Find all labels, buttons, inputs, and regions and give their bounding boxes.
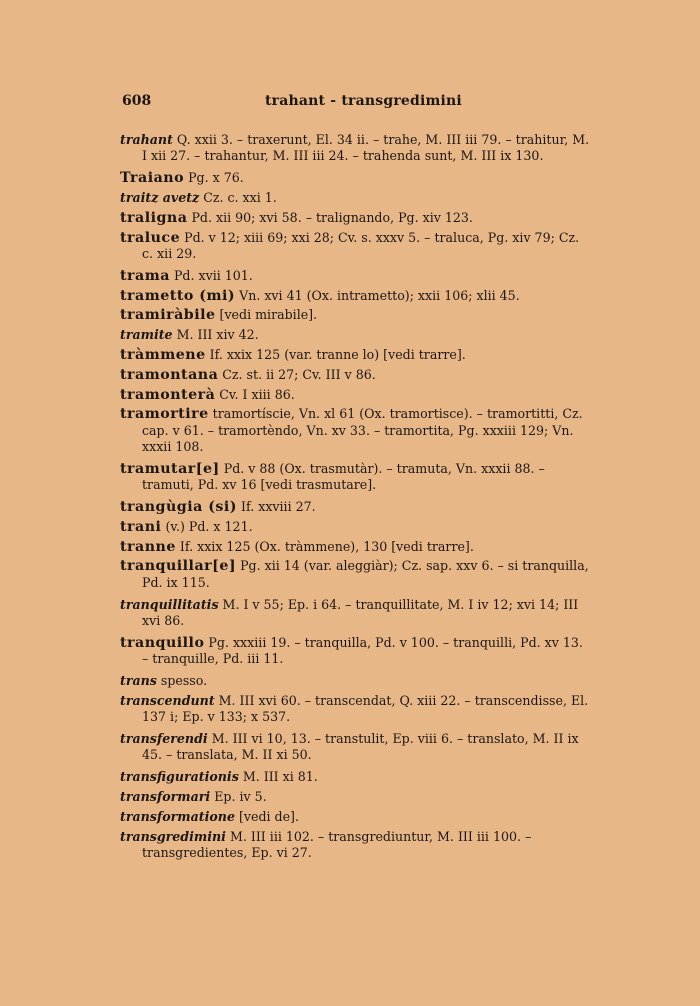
entry-text: Vn. xvi 41 (Ox. intrametto); xxii 106; xlii 45. [235, 287, 520, 303]
entry-text: M. III xi 81. [238, 769, 318, 785]
running-head: trahant - transgredimini [265, 93, 462, 109]
page-number: 608 [122, 93, 152, 109]
entry-text: Ep. iv 5. [210, 788, 267, 804]
entry-text: Pd. v 88 (Ox. trasmutàr). – tramuta, Vn. xxxii 88. – tramuti, Pd. xv 16 [vedi trasmutare]. [142, 460, 545, 493]
entry-text: Pg. xii 14 (var. aleggiàr); Cz. sap. xxv 6. – si tranquilla, Pd. ix 115. [142, 558, 589, 590]
entry [120, 406, 590, 455]
entry-text: Cz. c. xxi 1. [199, 189, 277, 205]
headword: trama [120, 267, 170, 284]
entry-text: Cz. st. ii 27; Cv. III v 86. [218, 366, 376, 382]
headword: transformatione [120, 808, 235, 824]
headword: traitz avetz [120, 189, 200, 205]
entry [120, 268, 590, 284]
headword: traligna [120, 209, 188, 226]
entry [120, 693, 590, 726]
headword: tràmmene [120, 346, 206, 363]
entry [120, 190, 590, 206]
entry [120, 367, 590, 383]
headword: transgredimini [120, 828, 226, 844]
headword: trani [120, 518, 162, 535]
entry-text: M. I v 55; Ep. i 64. – tranquillitate, M. I iv 12; xvi 14; III xvi 86. [142, 596, 579, 628]
headword: tranne [120, 538, 176, 555]
entry-text: Pd. xvii 101. [169, 267, 253, 283]
headword: tramiràbile [120, 307, 216, 324]
entry [120, 307, 590, 323]
entry-text: M. III xvi 60. – transcendat, Q. xiii 22. – transcendisse, El. 137 i; Ep. v 133; x 537. [142, 692, 589, 725]
entry-text: Pd. v 12; xiii 69; xxi 28; Cv. s. xxxv 5. – traluca, Pg. xiv 79; Cz. c. xii 29. [142, 229, 580, 261]
entry-text: If. xxviii 27. [237, 499, 316, 515]
entry-text: spesso. [156, 672, 208, 688]
entry [120, 461, 590, 494]
headword: trahant [120, 132, 173, 147]
entry [120, 132, 590, 165]
entry-text: Pg. xxxiii 19. – tranquilla, Pd. v 100. – tranquilli, Pd. xv 13. – tranquille, Pd. iii 11. [142, 634, 583, 667]
entry [120, 230, 590, 263]
entry [120, 597, 590, 630]
entry [120, 347, 590, 363]
entry [120, 635, 590, 668]
entry-text: Pd. xii 90; xvi 58. – tralignando, Pg. xiv 123. [187, 209, 473, 225]
entry-text: M. III vi 10, 13. – transtulit, Ep. viii 6. – translato, M. II ix 45. – translata, M. II xi 50. [142, 730, 579, 763]
entry [120, 170, 590, 186]
entry-text: If. xxix 125 (var. tranne lo) [vedi trarre]. [205, 346, 466, 362]
entry [120, 809, 590, 825]
headword: trangùgia (si) [120, 499, 238, 516]
entry-text: Pg. x 76. [184, 170, 244, 186]
headword: tranquillitatis [120, 596, 219, 612]
entry [120, 288, 590, 304]
headword: transfigurationis [120, 769, 239, 785]
headword: tramortire [120, 406, 209, 423]
headword: traluce [120, 229, 181, 246]
headword: tramutar[e] [120, 460, 220, 477]
entry [120, 673, 590, 689]
headword: trametto (mi) [120, 287, 236, 304]
entry [120, 387, 590, 403]
entry-text: Q. xxii 3. – traxerunt, El. 34 ii. – trahe, M. III iii 79. – trahitur, M. I xii 27. – trahantur, M. III iii 24. – trahenda sunt, M. III ix 130. [142, 132, 590, 164]
headword: transformari [120, 788, 211, 804]
headword: tranquillar[e] [120, 558, 237, 575]
entry [120, 558, 590, 591]
entry-text: M. III xiv 42. [172, 327, 259, 343]
entry [120, 499, 590, 515]
headword: tramonterà [120, 386, 216, 403]
entry-text: [vedi de]. [234, 808, 299, 824]
entry-list [120, 132, 590, 867]
entry [120, 210, 590, 226]
entry [120, 327, 590, 343]
headword: transferendi [120, 730, 208, 746]
entry-text: Cv. I xiii 86. [215, 386, 295, 402]
headword: trans [120, 672, 157, 688]
headword: transcendunt [120, 692, 215, 708]
entry [120, 539, 590, 555]
entry-text: M. III iii 102. – transgrediuntur, M. III iii 100. – transgredientes, Ep. vi 27. [142, 828, 532, 860]
headword: tranquillo [120, 634, 205, 651]
entry-text: If. xxix 125 (Ox. tràmmene), 130 [vedi trarre]. [175, 538, 474, 554]
entry [120, 519, 590, 535]
page-header [122, 93, 582, 111]
headword: tramite [120, 327, 173, 343]
entry [120, 731, 590, 764]
entry-text: tramortíscie, Vn. xl 61 (Ox. tramortisce). – tramortitti, Cz. cap. v 61. – tramortèndo, Vn. xv 33. – tramortita, Pg. xxxiii 129; Vn. xxxii 108. [142, 406, 583, 454]
entry [120, 829, 590, 862]
entry [120, 789, 590, 805]
headword: Traiano [120, 170, 185, 187]
entry-text: [vedi mirabile]. [215, 307, 318, 323]
entry [120, 769, 590, 785]
entry-text: (v.) Pd. x 121. [161, 518, 253, 534]
headword: tramontana [120, 366, 219, 383]
